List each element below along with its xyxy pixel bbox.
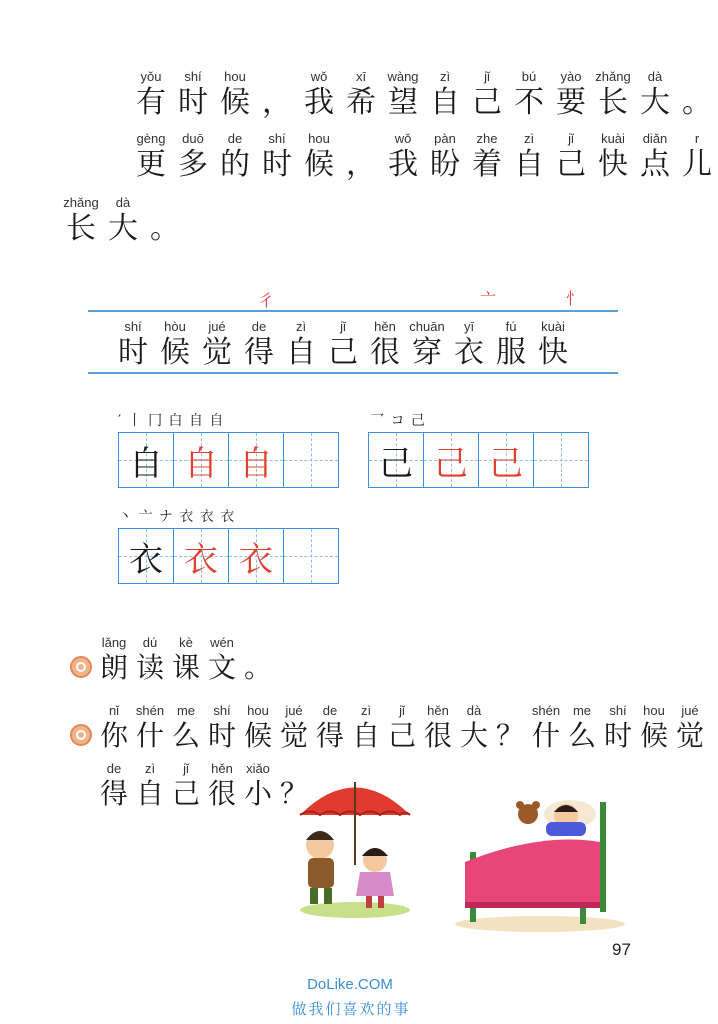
hanzi: 自 xyxy=(430,85,460,120)
ruby-char xyxy=(424,130,466,182)
hanzi: 文 xyxy=(207,651,236,684)
ruby-char xyxy=(592,130,634,182)
hanzi: 要 xyxy=(556,85,586,120)
ruby-char xyxy=(240,634,276,684)
ruby-char xyxy=(528,702,564,752)
pinyin: hou xyxy=(247,703,269,718)
hanzi: 课 xyxy=(171,651,200,684)
pinyin: gèng xyxy=(136,131,166,146)
pinyin: jǐ xyxy=(568,131,574,146)
hanzi: 己 xyxy=(328,335,358,370)
pinyin: kè xyxy=(179,635,193,650)
ruby-char xyxy=(96,702,132,752)
ruby-char xyxy=(508,130,550,182)
hanzi: 。 xyxy=(150,211,180,246)
hanzi: 什 xyxy=(531,719,560,752)
pinyin: lǎng xyxy=(101,635,127,650)
ruby-char xyxy=(238,318,280,370)
pinyin: zhǎng xyxy=(63,195,99,210)
char-yi-model: 衣 xyxy=(129,539,163,580)
stroke-order-zi: ′ 丨 冂 白 自 自 xyxy=(118,413,225,429)
hanzi: 候 xyxy=(160,335,190,370)
ruby-char xyxy=(676,130,718,182)
ruby-char xyxy=(132,760,168,810)
hanzi: 穿 xyxy=(412,335,442,370)
ruby-char xyxy=(130,130,172,182)
passage-line-3 xyxy=(60,194,186,246)
hanzi: 着 xyxy=(472,147,502,182)
pinyin: hěn xyxy=(211,761,233,776)
pinyin: me xyxy=(572,703,592,718)
hanzi: 时 xyxy=(207,719,236,752)
hanzi: 候 xyxy=(639,719,668,752)
ruby-char xyxy=(276,702,312,752)
ruby-char xyxy=(564,702,600,752)
pinyin: xī xyxy=(355,69,367,84)
pinyin: wàng xyxy=(387,69,419,84)
pinyin: jǐ xyxy=(183,761,189,776)
ruby-char xyxy=(382,130,424,182)
hanzi: 不 xyxy=(514,85,544,120)
hanzi: 长 xyxy=(66,211,96,246)
hanzi: 的 xyxy=(220,147,250,182)
pinyin: wǒ xyxy=(394,131,412,146)
hanzi: 大 xyxy=(108,211,138,246)
hanzi: 很 xyxy=(207,777,236,810)
char-zi-model: 自 xyxy=(129,443,163,484)
ruby-char xyxy=(672,702,708,752)
ruby-char xyxy=(492,702,528,752)
writing-grid-zi xyxy=(118,432,339,488)
hanzi: 盼 xyxy=(430,147,460,182)
ruby-char xyxy=(168,760,204,810)
char-ji-model: 己 xyxy=(379,443,413,484)
pinyin: hěn xyxy=(427,703,449,718)
pinyin: dà xyxy=(466,703,482,718)
watermark-site: DoLike.COM xyxy=(307,976,393,993)
ruby-char xyxy=(256,130,298,182)
hanzi: 长 xyxy=(598,85,628,120)
pinyin: jué xyxy=(285,703,303,718)
pinyin: xiǎo xyxy=(246,761,270,776)
exercise-1-line xyxy=(96,634,276,684)
ruby-char xyxy=(550,130,592,182)
pinyin: shí xyxy=(268,131,286,146)
ruby-char xyxy=(280,318,322,370)
ruby-char xyxy=(466,68,508,120)
pinyin: de xyxy=(106,761,122,776)
hanzi: 觉 xyxy=(675,719,704,752)
char-yi-trace-1: 衣 xyxy=(184,539,218,580)
hanzi: 多 xyxy=(178,147,208,182)
ruby-char xyxy=(240,702,276,752)
hanzi: 。 xyxy=(243,651,272,684)
ruby-char xyxy=(298,68,340,120)
ruby-char xyxy=(102,194,144,246)
hanzi: 我 xyxy=(388,147,418,182)
hanzi: 希 xyxy=(346,85,376,120)
pinyin: kuài xyxy=(541,319,565,334)
pinyin: shí xyxy=(124,319,142,334)
pinyin: dú xyxy=(142,635,158,650)
hanzi: 大 xyxy=(459,719,488,752)
passage-line-2 xyxy=(130,130,718,182)
char-yi-trace-2: 衣 xyxy=(239,539,273,580)
pinyin: hou xyxy=(643,703,665,718)
hanzi: 得 xyxy=(244,335,274,370)
ruby-char xyxy=(448,318,490,370)
ruby-char xyxy=(112,318,154,370)
child-in-bed-illustration xyxy=(450,792,630,932)
hanzi: 自 xyxy=(351,719,380,752)
radical-hint-2: 亠 xyxy=(480,289,497,308)
ruby-char xyxy=(214,130,256,182)
hanzi: 衣 xyxy=(454,335,484,370)
exercise-2-line-1 xyxy=(96,702,708,752)
radical-hint-1: 彳 xyxy=(258,291,275,310)
ruby-char xyxy=(348,702,384,752)
stroke-order-yi: 丶 亠 ナ 衣 衣 衣 xyxy=(118,509,236,525)
hanzi: ？ xyxy=(279,777,308,810)
hanzi: 时 xyxy=(603,719,632,752)
ruby-char xyxy=(132,634,168,684)
pinyin: zì xyxy=(144,761,156,776)
hanzi: 得 xyxy=(315,719,344,752)
pinyin: zhǎng xyxy=(595,69,631,84)
pinyin: wǒ xyxy=(310,69,328,84)
pinyin: nǐ xyxy=(108,703,120,718)
hanzi: 。 xyxy=(682,85,712,120)
pinyin: de xyxy=(251,319,267,334)
pinyin: bú xyxy=(521,69,537,84)
exercise-1-bullet-icon xyxy=(70,656,92,678)
pinyin: shí xyxy=(213,703,231,718)
hanzi: 有 xyxy=(136,85,166,120)
char-zi-trace-2: 自 xyxy=(239,443,273,484)
hanzi: 快 xyxy=(598,147,628,182)
ruby-char xyxy=(96,760,132,810)
ruby-char xyxy=(382,68,424,120)
ruby-char xyxy=(214,68,256,120)
hanzi: 很 xyxy=(423,719,452,752)
ruby-char xyxy=(634,130,676,182)
ruby-char xyxy=(312,702,348,752)
passage-line-1 xyxy=(130,68,718,120)
pinyin: de xyxy=(322,703,338,718)
ruby-char xyxy=(340,130,382,182)
ruby-char xyxy=(172,68,214,120)
pinyin: jué xyxy=(208,319,226,334)
writing-grid-yi xyxy=(118,528,339,584)
hanzi: 么 xyxy=(171,719,200,752)
pinyin: jué xyxy=(681,703,699,718)
ruby-char xyxy=(676,68,718,120)
ruby-char xyxy=(60,194,102,246)
writing-grid-ji xyxy=(368,432,589,488)
ruby-char xyxy=(96,634,132,684)
hanzi: 读 xyxy=(135,651,164,684)
radical-hint-3: 忄 xyxy=(566,289,583,308)
pinyin: shí xyxy=(609,703,627,718)
pinyin: diǎn xyxy=(642,131,668,146)
char-ji-trace-2: 己 xyxy=(489,443,523,484)
hanzi: 小 xyxy=(243,777,272,810)
pinyin: hou xyxy=(308,131,330,146)
ruby-char xyxy=(550,68,592,120)
vocab-word-row xyxy=(112,318,574,370)
ruby-char xyxy=(466,130,508,182)
hanzi: 觉 xyxy=(202,335,232,370)
pinyin: dà xyxy=(647,69,663,84)
ruby-char xyxy=(456,702,492,752)
hanzi: 候 xyxy=(220,85,250,120)
ruby-char xyxy=(636,702,672,752)
pinyin: zhe xyxy=(476,131,498,146)
exercise-2-line-2 xyxy=(96,760,312,810)
hanzi: 时 xyxy=(178,85,208,120)
pinyin: hěn xyxy=(374,319,396,334)
vocab-bottom-line xyxy=(88,372,618,374)
hanzi: 时 xyxy=(262,147,292,182)
ruby-char xyxy=(204,760,240,810)
pinyin: yǒu xyxy=(140,69,162,84)
ruby-char xyxy=(154,318,196,370)
hanzi: 我 xyxy=(304,85,334,120)
pinyin: yī xyxy=(463,319,475,334)
hanzi: 什 xyxy=(135,719,164,752)
ruby-char xyxy=(364,318,406,370)
hanzi: 自 xyxy=(514,147,544,182)
pinyin: hòu xyxy=(164,319,186,334)
hanzi: 候 xyxy=(304,147,334,182)
pinyin: wén xyxy=(210,635,234,650)
ruby-char xyxy=(634,68,676,120)
page-number: 97 xyxy=(612,940,631,959)
hanzi: 时 xyxy=(118,335,148,370)
watermark-slogan: 做我们喜欢的事 xyxy=(291,1000,411,1018)
hanzi: 己 xyxy=(387,719,416,752)
ruby-char xyxy=(168,702,204,752)
exercise-2-bullet-icon xyxy=(70,724,92,746)
ruby-char xyxy=(204,702,240,752)
pinyin: duō xyxy=(182,131,204,146)
hanzi: 你 xyxy=(99,719,128,752)
pinyin: zì xyxy=(360,703,372,718)
hanzi: 自 xyxy=(286,335,316,370)
hanzi: 很 xyxy=(370,335,400,370)
ruby-char xyxy=(384,702,420,752)
pinyin: me xyxy=(176,703,196,718)
ruby-char xyxy=(532,318,574,370)
pinyin: zì xyxy=(523,131,535,146)
hanzi: 大 xyxy=(640,85,670,120)
pinyin: zì xyxy=(439,69,451,84)
ruby-char xyxy=(168,634,204,684)
ruby-char xyxy=(508,68,550,120)
ruby-char xyxy=(240,760,276,810)
hanzi: 望 xyxy=(388,85,418,120)
char-zi-trace-1: 自 xyxy=(184,443,218,484)
hanzi: 己 xyxy=(472,85,502,120)
ruby-char xyxy=(600,702,636,752)
pinyin: r xyxy=(694,131,700,146)
pinyin: zì xyxy=(295,319,307,334)
ruby-char xyxy=(322,318,364,370)
stroke-order-ji: 乛 コ 己 xyxy=(370,413,426,429)
ruby-char xyxy=(406,318,448,370)
pinyin: kuài xyxy=(601,131,625,146)
pinyin: hou xyxy=(224,69,246,84)
ruby-char xyxy=(204,634,240,684)
vocab-top-line xyxy=(88,310,618,312)
hanzi: 更 xyxy=(136,147,166,182)
pinyin: jǐ xyxy=(340,319,346,334)
ruby-char xyxy=(340,68,382,120)
pinyin: de xyxy=(227,131,243,146)
ruby-char xyxy=(256,68,298,120)
pinyin: yào xyxy=(560,69,582,84)
hanzi: 得 xyxy=(99,777,128,810)
hanzi: 自 xyxy=(135,777,164,810)
pinyin: jǐ xyxy=(399,703,405,718)
ruby-char xyxy=(132,702,168,752)
hanzi: 朗 xyxy=(99,651,128,684)
pinyin: chuān xyxy=(409,319,445,334)
ruby-char xyxy=(196,318,238,370)
hanzi: 候 xyxy=(243,719,272,752)
ruby-char xyxy=(172,130,214,182)
pinyin: pàn xyxy=(434,131,456,146)
ruby-char xyxy=(424,68,466,120)
ruby-char xyxy=(130,68,172,120)
ruby-char xyxy=(490,318,532,370)
hanzi: 觉 xyxy=(279,719,308,752)
hanzi: 快 xyxy=(538,335,568,370)
hanzi: ， xyxy=(346,147,376,182)
hanzi: 么 xyxy=(567,719,596,752)
hanzi: 己 xyxy=(171,777,200,810)
pinyin: dà xyxy=(115,195,131,210)
ruby-char xyxy=(144,194,186,246)
pinyin: jǐ xyxy=(484,69,490,84)
umbrella-children-illustration xyxy=(290,770,420,920)
pinyin: shén xyxy=(135,703,165,718)
hanzi: 儿 xyxy=(682,147,712,182)
char-ji-trace-1: 己 xyxy=(434,443,468,484)
hanzi: 服 xyxy=(496,335,526,370)
ruby-char xyxy=(420,702,456,752)
ruby-char xyxy=(592,68,634,120)
pinyin: shí xyxy=(184,69,202,84)
pinyin: fú xyxy=(505,319,517,334)
hanzi: 点 xyxy=(640,147,670,182)
pinyin: shén xyxy=(531,703,561,718)
ruby-char xyxy=(298,130,340,182)
hanzi: ， xyxy=(262,85,292,120)
hanzi: 己 xyxy=(556,147,586,182)
hanzi: ？ xyxy=(495,719,524,752)
